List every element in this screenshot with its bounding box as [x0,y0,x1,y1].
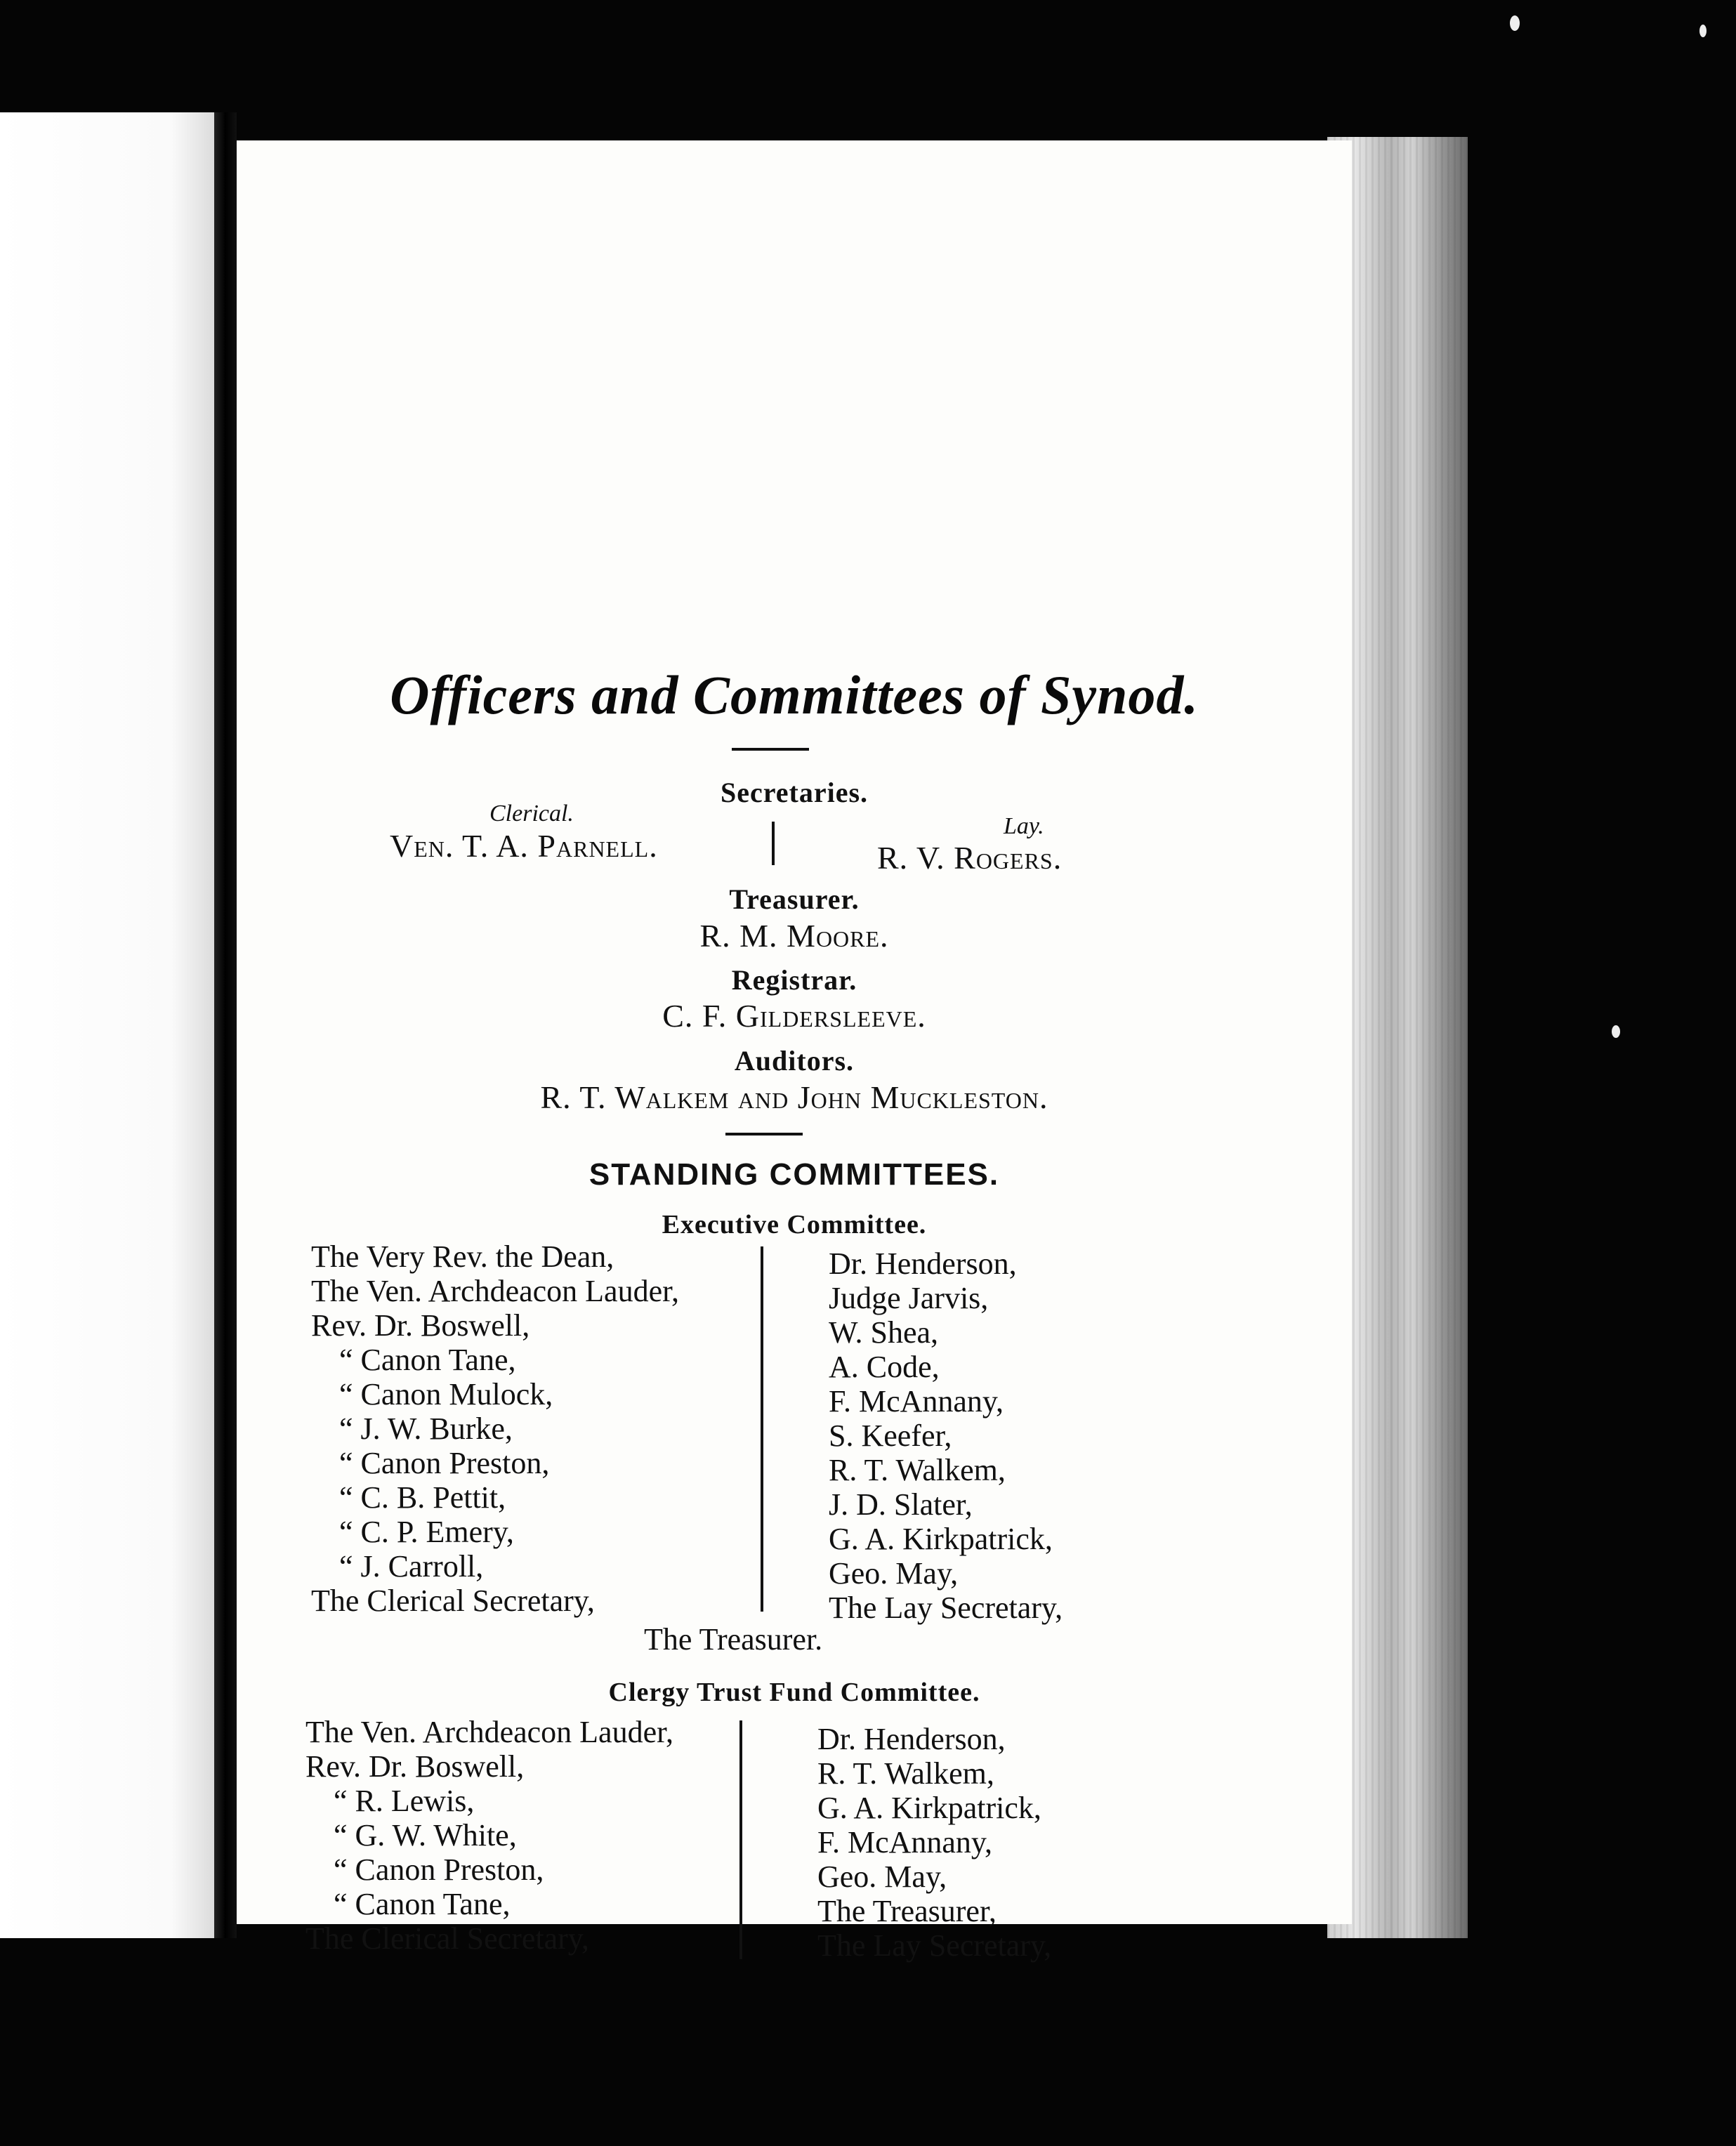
list-item: Dr. Henderson, [829,1246,1017,1281]
list-item: The Clerical Secretary, [305,1921,589,1956]
lay-label: Lay. [1004,813,1044,839]
list-item: The Clerical Secretary, [311,1584,595,1618]
executive-committee-heading: Executive Committee. [662,1210,927,1239]
dust-speck [1699,25,1707,37]
list-item: “ G. W. White, [334,1818,517,1852]
list-item: R. T. Walkem, [829,1453,1006,1487]
document-page [237,140,1352,1963]
list-item: Geo. May, [817,1859,947,1894]
clerical-secretary-name: Ven. T. A. Parnell. [390,828,658,864]
list-item: “ Canon Preston, [334,1852,544,1887]
lay-secretary-name: R. V. Rogers. [877,840,1063,876]
list-item: Rev. Dr. Boswell, [311,1308,530,1343]
clerical-label: Clerical. [489,801,574,827]
list-item: The Ven. Archdeacon Lauder, [305,1715,673,1749]
list-item: J. D. Slater, [829,1487,973,1522]
list-item: Geo. May, [829,1556,959,1591]
list-item: The Ven. Archdeacon Lauder, [311,1274,679,1308]
executive-clerical-list [311,1239,679,1618]
auditors-names: R. T. Walkem and John Muckleston. [540,1079,1048,1115]
list-item: “ C. B. Pettit, [339,1480,506,1515]
secretaries-heading: Secretaries. [720,777,869,808]
executive-footer: The Treasurer. [644,1622,823,1657]
clergy-trust-lay-list [817,1722,1051,1963]
standing-committees-heading: STANDING COMMITTEES. [588,1157,1000,1192]
clergy-trust-clerical-list [305,1715,673,1956]
list-item: The Very Rev. the Dean, [311,1239,614,1274]
list-item: G. A. Kirkpatrick, [817,1791,1041,1825]
clergy-trust-heading: Clergy Trust Fund Committee. [608,1678,980,1707]
registrar-heading: Registrar. [731,964,857,996]
list-item: “ Canon Tane, [339,1343,516,1377]
divider [732,748,809,751]
registrar-name: C. F. Gildersleeve. [662,998,926,1034]
treasurer-name: R. M. Moore. [699,918,889,954]
list-item: Judge Jarvis, [829,1281,989,1315]
list-item: A. Code, [829,1350,940,1384]
list-item: S. Keefer, [829,1418,952,1453]
auditors-heading: Auditors. [734,1045,855,1077]
list-item: Dr. Henderson, [817,1722,1006,1756]
list-item: R. T. Walkem, [817,1756,994,1791]
list-item: The Treasurer, [817,1894,997,1928]
column-divider [739,1720,742,1959]
list-item: G. A. Kirkpatrick, [829,1522,1053,1556]
list-item: F. McAnnany, [817,1825,993,1859]
list-item: “ Canon Tane, [334,1887,511,1921]
list-item: W. Shea, [829,1315,939,1350]
facing-page [0,112,214,1938]
book-gutter [214,112,237,1938]
dust-speck [1510,15,1520,31]
list-item: “ C. P. Emery, [339,1515,514,1549]
list-item: F. McAnnany, [829,1384,1004,1418]
list-item: “ J. W. Burke, [339,1411,513,1446]
list-item: “ Canon Preston, [339,1446,550,1480]
executive-lay-list [829,1246,1063,1625]
list-item: “ Canon Mulock, [339,1377,553,1411]
column-divider [761,1246,763,1612]
list-item: The Lay Secretary, [829,1591,1063,1625]
list-item: The Lay Secretary, [817,1928,1052,1963]
dust-speck [1612,1025,1620,1038]
list-item: “ R. Lewis, [334,1784,475,1818]
page-title: Officers and Committees of Synod. [390,664,1199,725]
column-divider [772,822,775,865]
list-item: “ J. Carroll, [339,1549,484,1584]
list-item: Rev. Dr. Boswell, [305,1749,525,1784]
divider [725,1133,803,1135]
treasurer-heading: Treasurer. [729,883,860,915]
